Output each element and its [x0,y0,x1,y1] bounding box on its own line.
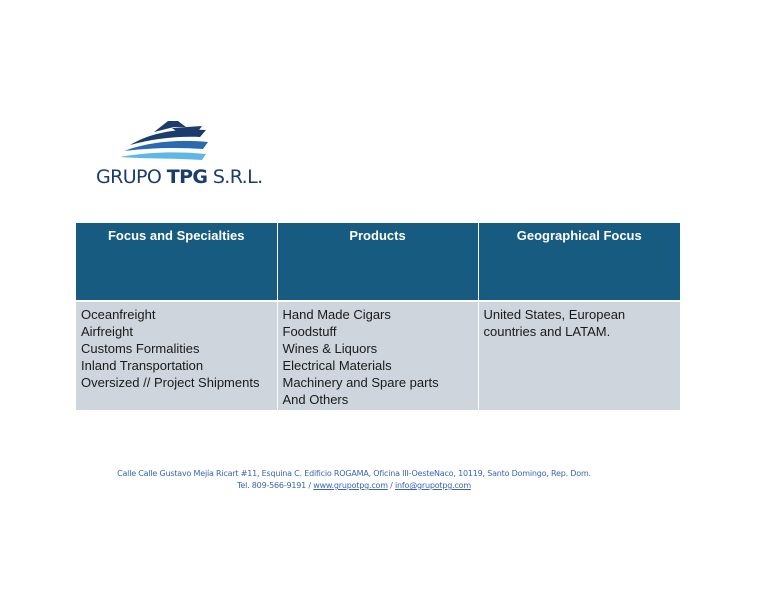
list-item: United States, European [483,307,626,322]
list-item: countries and LATAM. [483,324,611,339]
logo-text-regular: GRUPO [96,166,162,188]
list-item: Wines & Liquors [282,341,378,356]
logo-text-bold: TPG [166,166,208,188]
list-item: Customs Formalities [81,341,200,356]
header-focus: Focus and Specialties [76,223,277,301]
header-products: Products [277,223,478,301]
list-item: Electrical Materials [282,358,392,373]
list-item: Foodstuff [282,324,337,339]
list-item: And Others [282,392,349,407]
ship-icon [116,118,212,162]
email-link[interactable]: info@grupotpg.com [395,481,471,490]
logo-text-suffix: S.R.L. [212,166,263,188]
header-geo: Geographical Focus [478,223,680,301]
info-table [76,223,680,410]
list-item: Oversized // Project Shipments [81,375,260,390]
footer-contact [0,480,708,492]
table-row [76,301,680,410]
list-item: Airfreight [81,324,134,339]
company-name [96,166,263,188]
list-item: Machinery and Spare parts [282,375,439,390]
cell-geo [478,301,680,410]
footer-separator: / [390,481,393,490]
list-item: Oceanfreight [81,307,156,322]
list-item: Hand Made Cigars [282,307,391,322]
footer-tel: Tel. 809-566-9191 / [237,481,311,490]
table-header-row [76,223,680,301]
website-link[interactable]: www.grupotpg.com [313,481,388,490]
company-logo [96,118,263,192]
footer [0,468,708,492]
footer-address: Calle Calle Gustavo Mejía Ricart #11, Esquina C. Edificio ROGAMA, Oficina III-OesteNaco, 10119, Santo Domingo, Rep. Dom. [117,469,591,478]
list-item: Inland Transportation [81,358,204,373]
cell-focus [76,301,277,410]
cell-products [277,301,478,410]
